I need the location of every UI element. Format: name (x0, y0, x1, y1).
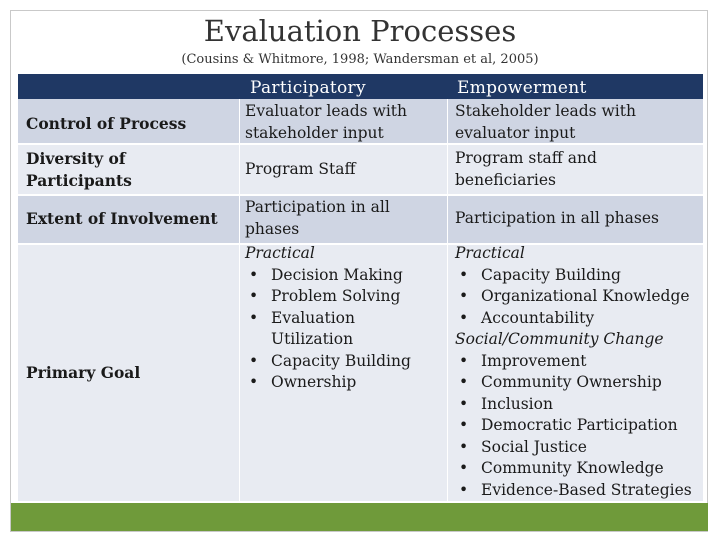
row-label-diversity: Diversity of Participants (26, 149, 132, 190)
cell-diversity-empowerment: Program staff and beneficiaries (455, 149, 597, 189)
list-item: • Organizational Knowledge (455, 286, 703, 308)
list-item: • Evaluation Utilization (245, 308, 440, 351)
column-header-participatory: Participatory (250, 78, 366, 98)
cell-control-empowerment: Stakeholder leads with evaluator input (455, 102, 636, 142)
list-item: • Accountability (455, 308, 703, 330)
list-item: • Democratic Participation (455, 415, 703, 437)
list-item: • Social Justice (455, 437, 703, 459)
footer-bar (11, 503, 708, 531)
list-item: • Decision Making (245, 265, 440, 287)
empowerment-practical-list (455, 265, 703, 330)
participatory-practical-list (245, 265, 440, 394)
social-heading: Social/Community Change (455, 330, 664, 348)
page-subtitle: (Cousins & Whitmore, 1998; Wandersman et al, 2005) (181, 52, 539, 67)
cell-goal-empowerment (455, 243, 703, 501)
row-label-control: Control of Process (26, 114, 187, 133)
cell-control-participatory: Evaluator leads with stakeholder input (245, 102, 408, 142)
list-item: • Capacity Building (245, 351, 440, 373)
list-item: • Community Knowledge (455, 458, 703, 480)
list-item: • Improvement (455, 351, 703, 373)
list-item: • Capacity Building (455, 265, 703, 287)
cell-extent-participatory: Participation in all phases (245, 198, 390, 238)
list-item: • Inclusion (455, 394, 703, 416)
cell-goal-participatory (245, 243, 440, 394)
column-header-empowerment: Empowerment (457, 78, 587, 98)
cell-extent-empowerment: Participation in all phases (455, 209, 659, 227)
list-item: • Ownership (245, 372, 440, 394)
row-label-extent: Extent of Involvement (26, 209, 218, 228)
practical-heading: Practical (455, 244, 525, 262)
empowerment-social-list (455, 351, 703, 502)
list-item: • Community Ownership (455, 372, 703, 394)
cell-diversity-participatory: Program Staff (245, 160, 356, 178)
column-divider (447, 99, 448, 501)
list-item: • Problem Solving (245, 286, 440, 308)
page-title: Evaluation Processes (203, 14, 517, 48)
list-item: • Evidence-Based Strategies (455, 480, 703, 502)
row-label-goal: Primary Goal (26, 363, 141, 382)
practical-heading: Practical (245, 244, 315, 262)
column-divider (239, 99, 240, 501)
